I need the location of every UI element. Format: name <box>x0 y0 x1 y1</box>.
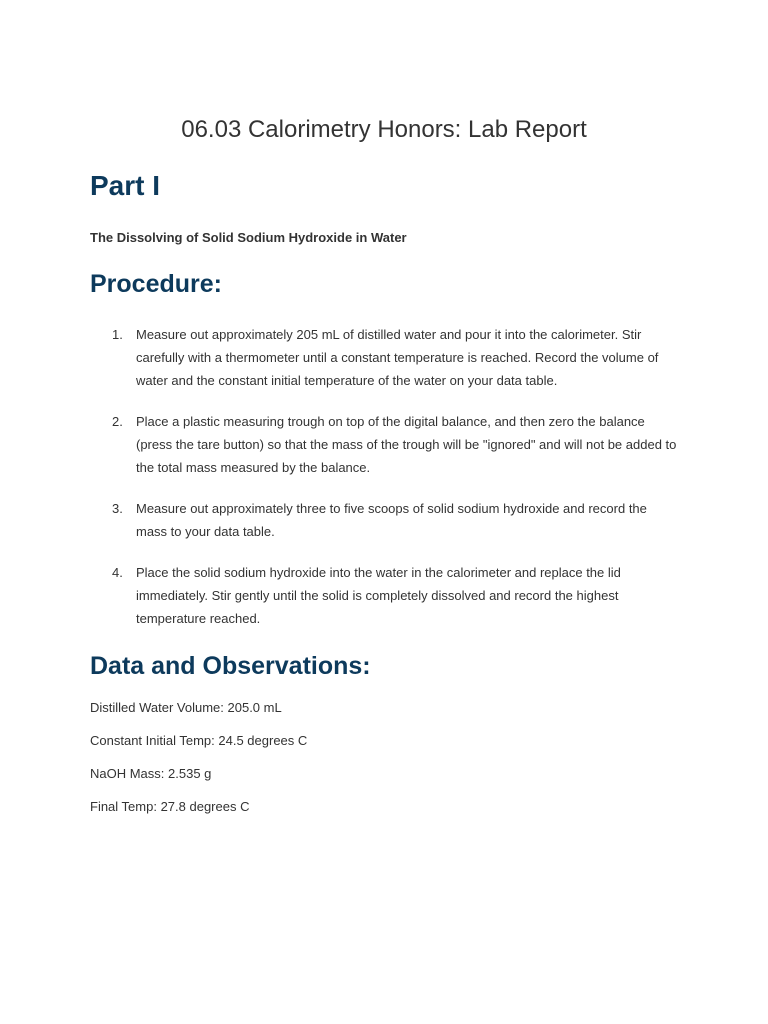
observation-initial-temp: Constant Initial Temp: 24.5 degrees C <box>90 733 308 748</box>
observation-naoh-mass: NaOH Mass: 2.535 g <box>90 766 212 781</box>
procedure-heading: Procedure: <box>90 270 222 298</box>
step-number: 3. <box>112 501 123 516</box>
step-number: 2. <box>112 414 123 429</box>
part-heading: Part I <box>90 170 161 201</box>
observation-final-temp: Final Temp: 27.8 degrees C <box>90 799 250 814</box>
procedure-step <box>90 497 680 543</box>
step-text: Measure out approximately 205 mL of distilled water and pour it into the calorimeter. Stir carefully with a thermometer until a constant temperature is reached. Record the volume of water and the constant initial temperature of the water on your data table. <box>136 327 659 388</box>
observation-water-volume: Distilled Water Volume: 205.0 mL <box>90 700 282 715</box>
procedure-steps-list <box>90 323 680 648</box>
document-title: 06.03 Calorimetry Honors: Lab Report <box>181 116 587 143</box>
step-number: 4. <box>112 565 123 580</box>
step-text: Measure out approximately three to five scoops of solid sodium hydroxide and record the mass to your data table. <box>136 501 647 539</box>
procedure-step <box>90 561 680 630</box>
data-observations-heading: Data and Observations: <box>90 652 371 680</box>
step-text: Place the solid sodium hydroxide into the water in the calorimeter and replace the lid immediately. Stir gently until the solid is completely dissolved and record the highest temperature reached. <box>136 565 621 626</box>
procedure-step <box>90 323 680 392</box>
step-text: Place a plastic measuring trough on top of the digital balance, and then zero the balance (press the tare button) so that the mass of the trough will be "ignored" and will not be added to the total mass measured by the balance. <box>136 414 677 475</box>
step-number: 1. <box>112 327 123 342</box>
procedure-step <box>90 410 680 479</box>
part-subtitle: The Dissolving of Solid Sodium Hydroxide in Water <box>90 230 407 245</box>
